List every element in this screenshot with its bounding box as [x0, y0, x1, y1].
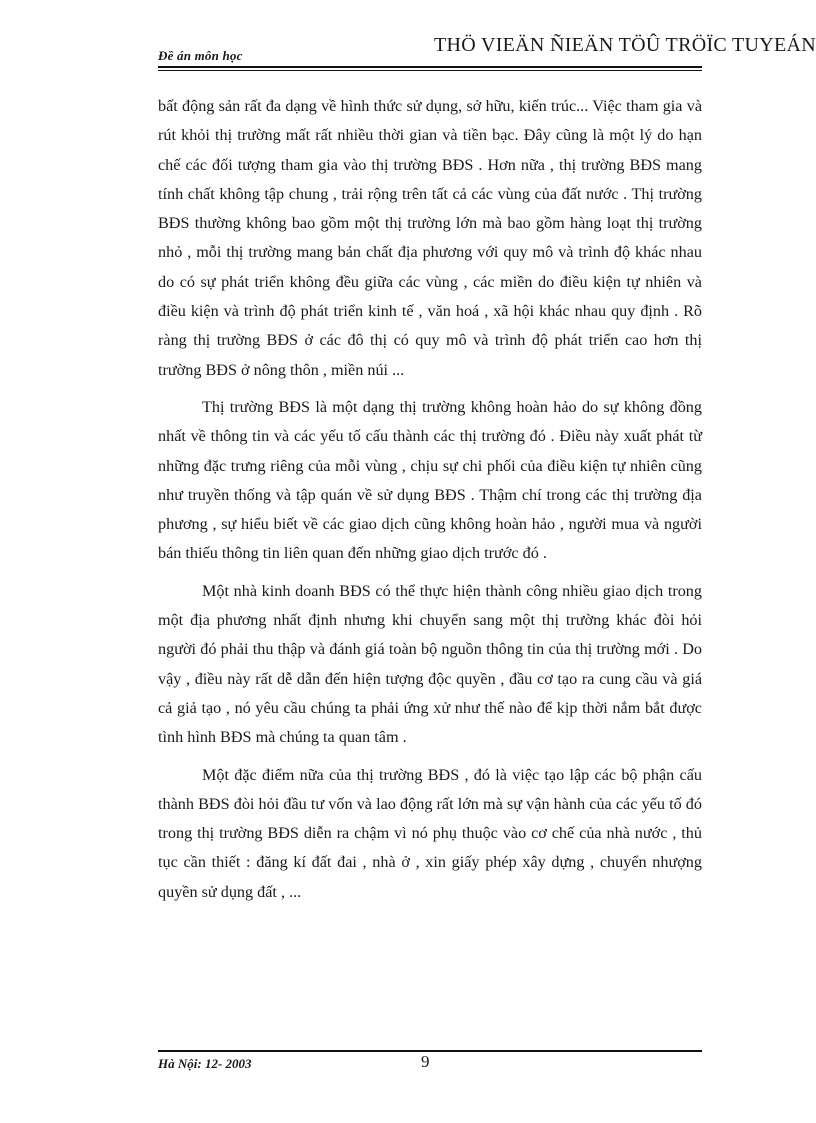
paragraph: Một đặc điểm nữa của thị trường BĐS , đó là việc tạo lập các bộ phận cấu thành BĐS đòi hỏi đầu tư vốn và lao động rất lớn mà sự vận hành của các yếu tố đó trong thị trường BĐS diễn ra chậm vì nó phụ thuộc vào cơ chế của nhà nước , thủ tục cần thiết : đăng kí đất đai , nhà ở , xin giấy phép xây dựng , chuyển nhượng quyền sử dụng đất , ...	[158, 765, 702, 901]
paragraph: bất động sản rất đa dạng về hình thức sử dụng, sở hữu, kiến trúc... Việc tham gia và rút khỏi thị trường mất rất nhiều thời gian và tiền bạc. Đây cũng là một lý do hạn chế các đối tượng tham gia vào thị trường BĐS . Hơn nữa , thị trường BĐS mang tính chất không tập chung , trải rộng trên tất cả các vùng của đất nước . Thị trường BĐS thường không bao gồm một thị trường lớn mà bao gồm hàng loạt thị trường nhỏ , mỗi thị trường mang bản chất địa phương với quy mô và trình độ khác nhau do có sự phát triển không đều giữa các vùng , các miền do điều kiện tự nhiên và điều kiện và trình độ phát triển kinh tế , văn hoá , xã hội khác nhau quy định . Rõ ràng thị trường BĐS ở các đô thị có quy mô và trình độ phát triển cao hơn thị trường BĐS ở nông thôn , miền núi ...	[158, 97, 702, 379]
header-divider	[158, 66, 702, 68]
page-header	[158, 28, 816, 68]
paragraph: Một nhà kinh doanh BĐS có thể thực hiện thành công nhiều giao dịch trong một địa phương nhất định nhưng khi chuyển sang một thị trường khác đòi hỏi người đó phải thu thập và đánh giá toàn bộ nguồn thông tin của thị trường mới . Do vậy , điều này rất dễ dẫn đến hiện tượng độc quyền , đầu cơ tạo ra cung cầu và giá cả giả tạo , nó yêu cầu chúng ta phải ứng xử như thế nào để kịp thời nắm bắt được tình hình BĐS mà chúng ta quan tâm .	[158, 581, 702, 747]
footer-location-date: Hà Nội: 12- 2003	[158, 1056, 252, 1071]
header-watermark-text: THÖ VIEÄN ÑIEÄN TÖÛ TRÖÏC TUYEÁN	[434, 34, 816, 56]
footer-divider	[158, 1050, 702, 1052]
header-divider-thin	[158, 70, 702, 71]
header-title: Đề án môn học	[158, 48, 243, 63]
paragraph: Thị trường BĐS là một dạng thị trường không hoàn hảo do sự không đồng nhất về thông tin và các yếu tố cấu thành các thị trường đó . Điều này xuất phát từ những đặc trưng riêng của mỗi vùng , chịu sự chi phối của điều kiện tự nhiên cũng như truyền thống và tập quán về sử dụng BĐS . Thậm chí trong các thị trường địa phương , sự hiểu biết về các giao dịch cũng không hoàn hảo , người mua và người bán thiếu thông tin liên quan đến những giao dịch trước đó .	[158, 397, 702, 563]
document-body	[158, 92, 702, 915]
page-number: 9	[421, 1052, 430, 1071]
